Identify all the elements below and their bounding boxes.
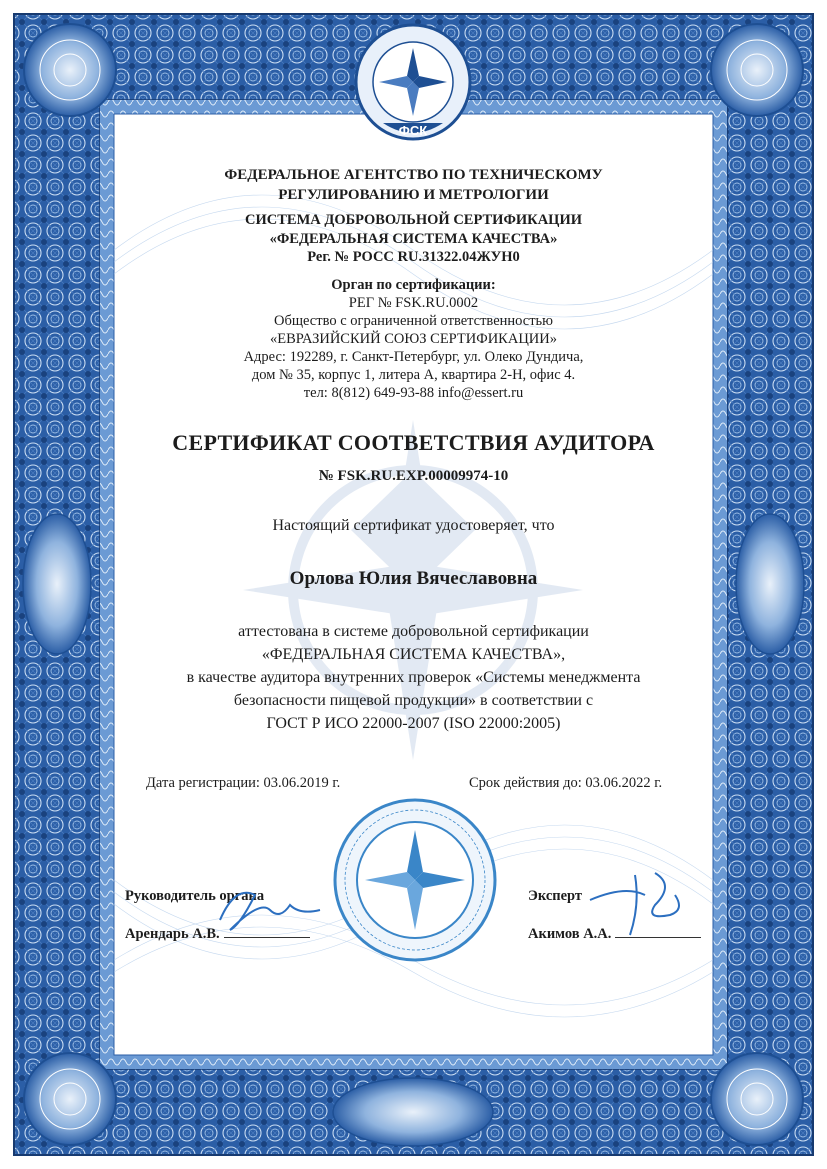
- logo-abbr: ФСК: [398, 123, 428, 138]
- registration-date: Дата регистрации: 03.06.2019 г.: [146, 775, 341, 791]
- certificate-intro: Настоящий сертификат удостоверяет, что: [272, 517, 555, 534]
- valid-until-date: Срок действия до: 03.06.2022 г.: [469, 775, 663, 791]
- fsk-logo: [353, 18, 473, 153]
- reg-number: Рег. № РОСС RU.31322.04ЖУН0: [307, 249, 520, 265]
- agency-line1: ФЕДЕРАЛЬНОЕ АГЕНТСТВО ПО ТЕХНИЧЕСКОМУ: [224, 167, 603, 183]
- org-address2: дом № 35, корпус 1, литера А, квартира 2-Н, офис 4.: [251, 367, 576, 383]
- head-signature: [210, 880, 330, 940]
- cert-text-5: ГОСТ Р ИСО 22000-2007 (ISO 22000:2005): [266, 715, 561, 732]
- head-name: Арендарь А.В.: [125, 926, 220, 942]
- expert-name: Акимов А.А.: [528, 926, 612, 942]
- cert-text-2: «ФЕДЕРАЛЬНАЯ СИСТЕМА КАЧЕСТВА»,: [261, 646, 566, 663]
- certificate-number: № FSK.RU.EXP.00009974-10: [318, 468, 509, 484]
- org-label: Орган по сертификации:: [331, 277, 496, 293]
- cert-text-3: в качестве аудитора внутренних проверок «Системы менеджмента: [186, 669, 641, 686]
- org-address1: Адрес: 192289, г. Санкт-Петербург, ул. Олеко Дундича,: [243, 349, 584, 365]
- org-line1: Общество с ограниченной ответственностью: [274, 313, 553, 329]
- agency-line2: РЕГУЛИРОВАНИЮ И МЕТРОЛОГИИ: [278, 187, 549, 203]
- org-reg: РЕГ № FSK.RU.0002: [348, 295, 479, 311]
- system-line2: «ФЕДЕРАЛЬНАЯ СИСТЕМА КАЧЕСТВА»: [269, 231, 558, 247]
- expert-signature: [585, 865, 695, 945]
- head-title: Руководитель органа: [125, 888, 265, 904]
- expert-title: Эксперт: [528, 888, 583, 904]
- org-contacts: тел: 8(812) 649-93-88 info@essert.ru: [303, 385, 524, 401]
- cert-text-1: аттестована в системе добровольной сертификации: [238, 623, 589, 640]
- holder-name: Орлова Юлия Вячеславовна: [289, 568, 538, 589]
- system-line1: СИСТЕМА ДОБРОВОЛЬНОЙ СЕРТИФИКАЦИИ: [245, 212, 582, 228]
- certificate-title: СЕРТИФИКАТ СООТВЕТСТВИЯ АУДИТОРА: [172, 430, 655, 455]
- cert-text-4: безопасности пищевой продукции» в соответствии с: [233, 692, 594, 709]
- certification-seal: [330, 795, 500, 965]
- org-line2: «ЕВРАЗИЙСКИЙ СОЮЗ СЕРТИФИКАЦИИ»: [270, 331, 557, 347]
